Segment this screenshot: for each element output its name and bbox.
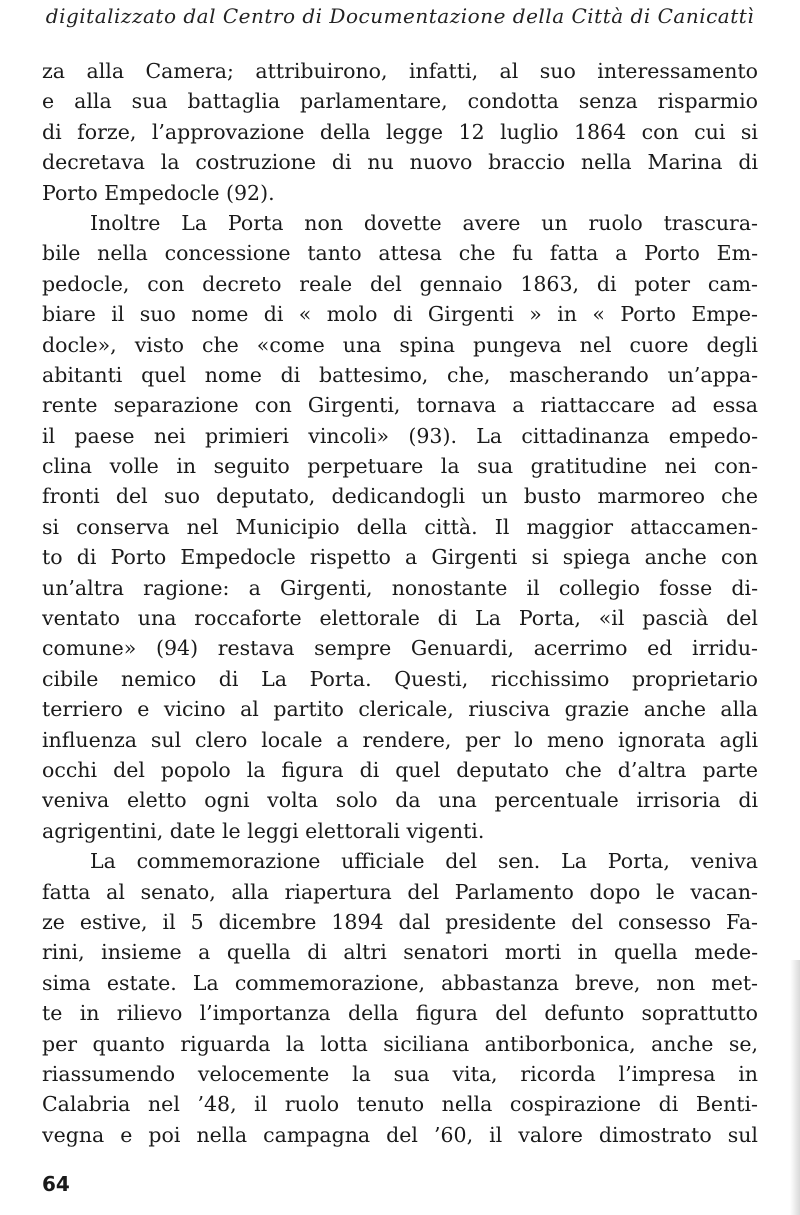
text-line: vegna e poi nella campagna del ’60, il valore dimostrato sul xyxy=(42,1122,758,1147)
text-line: cibile nemico di La Porta. Questi, ricchissimo proprietario xyxy=(42,666,758,691)
text-line: il paese nei primieri vincoli» (93). La cittadinanza empedo- xyxy=(42,423,758,448)
page-body-text xyxy=(42,56,758,1150)
text-line: occhi del popolo la figura di quel deputato che d’altra parte xyxy=(42,757,758,782)
text-line: ze estive, il 5 dicembre 1894 dal presidente del consesso Fa- xyxy=(42,909,758,934)
text-line: comune» (94) restava sempre Genuardi, acerrimo ed irridu- xyxy=(42,636,758,661)
paragraph-first-line: La commemorazione ufficiale del sen. La Porta, veniva xyxy=(90,849,758,874)
text-line: za alla Camera; attribuirono, infatti, al suo interessamento xyxy=(42,59,758,83)
text-line: influenza sul clero locale a rendere, per lo meno ignorata agli xyxy=(42,727,758,752)
text-line: te in rilievo l’importanza della figura del defunto soprattutto xyxy=(42,1001,758,1026)
text-line: docle», visto che «come una spina pungeva nel cuore degli xyxy=(42,332,758,357)
text-line: clina volle in seguito perpetuare la sua gratitudine nei con- xyxy=(42,454,758,479)
text-line: Porto Empedocle (92). xyxy=(42,180,275,205)
text-line: Calabria nel ’48, il ruolo tenuto nella cospirazione di Benti- xyxy=(42,1092,758,1117)
text-line: per quanto riguarda la lotta siciliana antiborbonica, anche se, xyxy=(42,1031,758,1056)
page-number: 64 xyxy=(42,1172,70,1196)
text-line: di forze, l’approvazione della legge 12 luglio 1864 con cui si xyxy=(42,119,758,144)
text-line: decretava la costruzione di nu nuovo braccio nella Marina di xyxy=(42,150,758,175)
text-line: rente separazione con Girgenti, tornava a riattaccare ad essa xyxy=(42,393,758,418)
text-line: biare il suo nome di « molo di Girgenti » in « Porto Empe- xyxy=(42,302,758,327)
text-line: terriero e vicino al partito clericale, riusciva grazie anche alla xyxy=(42,697,758,722)
text-line: e alla sua battaglia parlamentare, condotta senza risparmio xyxy=(42,89,758,114)
text-line: fatta al senato, alla riapertura del Parlamento dopo le vacan- xyxy=(42,879,758,904)
text-line: ventato una roccaforte elettorale di La Porta, «il pascià del xyxy=(42,606,758,631)
text-line: si conserva nel Municipio della città. Il maggior attaccamen- xyxy=(42,514,758,539)
text-line: bile nella concessione tanto attesa che fu fatta a Porto Em- xyxy=(42,241,758,266)
digitization-watermark: digitalizzato dal Centro di Documentazione della Città di Canicattì xyxy=(45,4,755,28)
text-line: veniva eletto ogni volta solo da una percentuale irrisoria di xyxy=(42,788,758,813)
text-line: agrigentini, date le leggi elettorali vigenti. xyxy=(42,818,485,843)
text-line: to di Porto Empedocle rispetto a Girgenti si spiega anche con xyxy=(42,545,758,570)
text-line: fronti del suo deputato, dedicandogli un busto marmoreo che xyxy=(42,484,758,509)
paragraph-first-line: Inoltre La Porta non dovette avere un ruolo trascura- xyxy=(90,210,758,235)
page-edge-shadow xyxy=(790,960,800,1215)
text-line: pedocle, con decreto reale del gennaio 1863, di poter cam- xyxy=(42,271,758,296)
text-line: un’altra ragione: a Girgenti, nonostante il collegio fosse di- xyxy=(42,575,758,600)
text-line: rini, insieme a quella di altri senatori morti in quella mede- xyxy=(42,940,758,965)
text-line: sima estate. La commemorazione, abbastanza breve, non met- xyxy=(42,970,758,995)
text-line: riassumendo velocemente la sua vita, ricorda l’impresa in xyxy=(42,1061,758,1086)
text-line: abitanti quel nome di battesimo, che, mascherando un’appa- xyxy=(42,362,758,387)
